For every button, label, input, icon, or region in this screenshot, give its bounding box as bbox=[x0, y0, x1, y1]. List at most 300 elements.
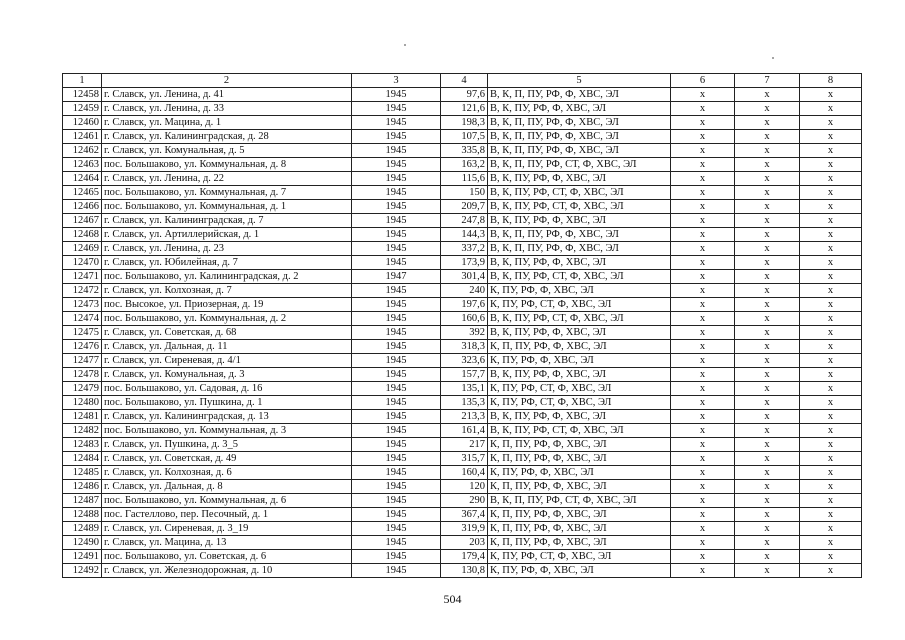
area-cell: 120 bbox=[441, 480, 488, 494]
mark-cell: х bbox=[800, 116, 862, 130]
table-row bbox=[63, 88, 862, 102]
record-number-cell: 12472 bbox=[63, 284, 102, 298]
record-number-cell: 12473 bbox=[63, 298, 102, 312]
record-number-cell: 12466 bbox=[63, 200, 102, 214]
mark-cell: х bbox=[800, 172, 862, 186]
address-cell: г. Славск, ул. Сиреневая, д. 4/1 bbox=[102, 354, 352, 368]
mark-cell: х bbox=[800, 424, 862, 438]
mark-cell: х bbox=[671, 270, 735, 284]
area-cell: 135,1 bbox=[441, 382, 488, 396]
year-cell: 1945 bbox=[352, 480, 441, 494]
materials-cell: В, К, ПУ, РФ, Ф, ХВС, ЭЛ bbox=[488, 368, 671, 382]
record-number-cell: 12475 bbox=[63, 326, 102, 340]
area-cell: 107,5 bbox=[441, 130, 488, 144]
mark-cell: х bbox=[800, 494, 862, 508]
year-cell: 1945 bbox=[352, 424, 441, 438]
mark-cell: х bbox=[735, 508, 800, 522]
materials-cell: В, К, ПУ, РФ, СТ, Ф, ХВС, ЭЛ bbox=[488, 186, 671, 200]
table-row bbox=[63, 466, 862, 480]
mark-cell: х bbox=[671, 284, 735, 298]
year-cell: 1945 bbox=[352, 158, 441, 172]
year-cell: 1945 bbox=[352, 172, 441, 186]
mark-cell: х bbox=[735, 550, 800, 564]
mark-cell: х bbox=[800, 158, 862, 172]
area-cell: 161,4 bbox=[441, 424, 488, 438]
year-cell: 1945 bbox=[352, 564, 441, 578]
mark-cell: х bbox=[671, 522, 735, 536]
year-cell: 1945 bbox=[352, 522, 441, 536]
address-cell: г. Славск, ул. Мацина, д. 1 bbox=[102, 116, 352, 130]
record-number-cell: 12469 bbox=[63, 242, 102, 256]
column-header: 7 bbox=[735, 74, 800, 88]
mark-cell: х bbox=[800, 228, 862, 242]
mark-cell: х bbox=[735, 256, 800, 270]
record-number-cell: 12462 bbox=[63, 144, 102, 158]
area-cell: 247,8 bbox=[441, 214, 488, 228]
mark-cell: х bbox=[735, 424, 800, 438]
year-cell: 1945 bbox=[352, 214, 441, 228]
area-cell: 203 bbox=[441, 536, 488, 550]
mark-cell: х bbox=[735, 284, 800, 298]
scan-speck bbox=[404, 44, 406, 46]
record-number-cell: 12460 bbox=[63, 116, 102, 130]
record-number-cell: 12476 bbox=[63, 340, 102, 354]
record-number-cell: 12485 bbox=[63, 466, 102, 480]
address-cell: пос. Большаково, ул. Коммунальная, д. 6 bbox=[102, 494, 352, 508]
mark-cell: х bbox=[800, 410, 862, 424]
table-row bbox=[63, 130, 862, 144]
mark-cell: х bbox=[671, 158, 735, 172]
mark-cell: х bbox=[800, 536, 862, 550]
address-cell: г. Славск, ул. Комунальная, д. 3 bbox=[102, 368, 352, 382]
mark-cell: х bbox=[671, 88, 735, 102]
mark-cell: х bbox=[735, 172, 800, 186]
materials-cell: К, П, ПУ, РФ, Ф, ХВС, ЭЛ bbox=[488, 340, 671, 354]
area-cell: 318,3 bbox=[441, 340, 488, 354]
mark-cell: х bbox=[735, 340, 800, 354]
mark-cell: х bbox=[800, 312, 862, 326]
mark-cell: х bbox=[671, 480, 735, 494]
column-header: 2 bbox=[102, 74, 352, 88]
mark-cell: х bbox=[671, 186, 735, 200]
year-cell: 1945 bbox=[352, 550, 441, 564]
area-cell: 163,2 bbox=[441, 158, 488, 172]
address-cell: г. Славск, ул. Советская, д. 49 bbox=[102, 452, 352, 466]
address-cell: г. Славск, ул. Артиллерийская, д. 1 bbox=[102, 228, 352, 242]
materials-cell: В, К, ПУ, РФ, Ф, ХВС, ЭЛ bbox=[488, 214, 671, 228]
materials-cell: К, П, ПУ, РФ, Ф, ХВС, ЭЛ bbox=[488, 536, 671, 550]
year-cell: 1945 bbox=[352, 116, 441, 130]
column-header: 8 bbox=[800, 74, 862, 88]
area-cell: 150 bbox=[441, 186, 488, 200]
mark-cell: х bbox=[800, 452, 862, 466]
area-cell: 240 bbox=[441, 284, 488, 298]
year-cell: 1945 bbox=[352, 396, 441, 410]
record-number-cell: 12477 bbox=[63, 354, 102, 368]
column-header: 1 bbox=[63, 74, 102, 88]
area-cell: 130,8 bbox=[441, 564, 488, 578]
year-cell: 1947 bbox=[352, 270, 441, 284]
area-cell: 197,6 bbox=[441, 298, 488, 312]
mark-cell: х bbox=[800, 550, 862, 564]
address-cell: пос. Большаково, ул. Коммунальная, д. 7 bbox=[102, 186, 352, 200]
materials-cell: В, К, ПУ, РФ, Ф, ХВС, ЭЛ bbox=[488, 172, 671, 186]
area-cell: 135,3 bbox=[441, 396, 488, 410]
address-cell: г. Славск, ул. Ленина, д. 33 bbox=[102, 102, 352, 116]
address-cell: г. Славск, ул. Мацина, д. 13 bbox=[102, 536, 352, 550]
year-cell: 1945 bbox=[352, 508, 441, 522]
mark-cell: х bbox=[735, 564, 800, 578]
area-cell: 213,3 bbox=[441, 410, 488, 424]
record-number-cell: 12459 bbox=[63, 102, 102, 116]
mark-cell: х bbox=[800, 326, 862, 340]
mark-cell: х bbox=[800, 270, 862, 284]
table-row bbox=[63, 424, 862, 438]
mark-cell: х bbox=[671, 172, 735, 186]
area-cell: 392 bbox=[441, 326, 488, 340]
record-number-cell: 12470 bbox=[63, 256, 102, 270]
mark-cell: х bbox=[800, 508, 862, 522]
address-cell: пос. Большаково, ул. Коммунальная, д. 2 bbox=[102, 312, 352, 326]
mark-cell: х bbox=[735, 382, 800, 396]
mark-cell: х bbox=[735, 494, 800, 508]
table-row bbox=[63, 508, 862, 522]
mark-cell: х bbox=[671, 564, 735, 578]
record-number-cell: 12492 bbox=[63, 564, 102, 578]
table-row bbox=[63, 354, 862, 368]
record-number-cell: 12482 bbox=[63, 424, 102, 438]
record-number-cell: 12483 bbox=[63, 438, 102, 452]
year-cell: 1945 bbox=[352, 102, 441, 116]
year-cell: 1945 bbox=[352, 382, 441, 396]
table-row bbox=[63, 340, 862, 354]
column-header: 3 bbox=[352, 74, 441, 88]
table-row bbox=[63, 382, 862, 396]
table-row bbox=[63, 536, 862, 550]
mark-cell: х bbox=[735, 130, 800, 144]
table-row bbox=[63, 522, 862, 536]
mark-cell: х bbox=[671, 228, 735, 242]
address-cell: пос. Высокое, ул. Приозерная, д. 19 bbox=[102, 298, 352, 312]
mark-cell: х bbox=[671, 340, 735, 354]
mark-cell: х bbox=[671, 144, 735, 158]
materials-cell: В, К, ПУ, РФ, Ф, ХВС, ЭЛ bbox=[488, 256, 671, 270]
mark-cell: х bbox=[800, 396, 862, 410]
mark-cell: х bbox=[735, 158, 800, 172]
table-row bbox=[63, 270, 862, 284]
table-row bbox=[63, 410, 862, 424]
mark-cell: х bbox=[800, 466, 862, 480]
address-cell: пос. Большаково, ул. Советская, д. 6 bbox=[102, 550, 352, 564]
mark-cell: х bbox=[671, 424, 735, 438]
mark-cell: х bbox=[735, 522, 800, 536]
materials-cell: В, К, ПУ, РФ, Ф, ХВС, ЭЛ bbox=[488, 326, 671, 340]
column-header: 5 bbox=[488, 74, 671, 88]
mark-cell: х bbox=[800, 130, 862, 144]
materials-cell: В, К, П, ПУ, РФ, Ф, ХВС, ЭЛ bbox=[488, 116, 671, 130]
mark-cell: х bbox=[735, 480, 800, 494]
mark-cell: х bbox=[735, 214, 800, 228]
record-number-cell: 12487 bbox=[63, 494, 102, 508]
mark-cell: х bbox=[800, 102, 862, 116]
year-cell: 1945 bbox=[352, 88, 441, 102]
table-row bbox=[63, 200, 862, 214]
mark-cell: х bbox=[800, 88, 862, 102]
mark-cell: х bbox=[671, 326, 735, 340]
mark-cell: х bbox=[671, 312, 735, 326]
mark-cell: х bbox=[671, 508, 735, 522]
materials-cell: К, П, ПУ, РФ, Ф, ХВС, ЭЛ bbox=[488, 438, 671, 452]
year-cell: 1945 bbox=[352, 284, 441, 298]
area-cell: 319,9 bbox=[441, 522, 488, 536]
record-number-cell: 12491 bbox=[63, 550, 102, 564]
record-number-cell: 12467 bbox=[63, 214, 102, 228]
table-row bbox=[63, 564, 862, 578]
record-number-cell: 12474 bbox=[63, 312, 102, 326]
year-cell: 1945 bbox=[352, 186, 441, 200]
year-cell: 1945 bbox=[352, 200, 441, 214]
address-cell: г. Славск, ул. Колхозная, д. 7 bbox=[102, 284, 352, 298]
mark-cell: х bbox=[735, 312, 800, 326]
mark-cell: х bbox=[735, 410, 800, 424]
mark-cell: х bbox=[735, 326, 800, 340]
column-header: 4 bbox=[441, 74, 488, 88]
mark-cell: х bbox=[800, 564, 862, 578]
table-row bbox=[63, 494, 862, 508]
address-cell: пос. Большаково, ул. Пушкина, д. 1 bbox=[102, 396, 352, 410]
address-cell: г. Славск, ул. Калининградская, д. 7 bbox=[102, 214, 352, 228]
table-row bbox=[63, 396, 862, 410]
materials-cell: В, К, П, ПУ, РФ, СТ, Ф, ХВС, ЭЛ bbox=[488, 494, 671, 508]
year-cell: 1945 bbox=[352, 466, 441, 480]
area-cell: 337,2 bbox=[441, 242, 488, 256]
column-header: 6 bbox=[671, 74, 735, 88]
materials-cell: В, К, ПУ, РФ, Ф, ХВС, ЭЛ bbox=[488, 410, 671, 424]
area-cell: 198,3 bbox=[441, 116, 488, 130]
mark-cell: х bbox=[735, 354, 800, 368]
mark-cell: х bbox=[735, 186, 800, 200]
mark-cell: х bbox=[735, 144, 800, 158]
address-cell: пос. Большаково, ул. Коммунальная, д. 8 bbox=[102, 158, 352, 172]
mark-cell: х bbox=[735, 88, 800, 102]
address-cell: г. Славск, ул. Ленина, д. 23 bbox=[102, 242, 352, 256]
mark-cell: х bbox=[671, 396, 735, 410]
year-cell: 1945 bbox=[352, 340, 441, 354]
mark-cell: х bbox=[671, 102, 735, 116]
mark-cell: х bbox=[800, 438, 862, 452]
table-header-row bbox=[63, 74, 862, 88]
year-cell: 1945 bbox=[352, 130, 441, 144]
materials-cell: В, К, ПУ, РФ, Ф, ХВС, ЭЛ bbox=[488, 102, 671, 116]
table-row bbox=[63, 228, 862, 242]
area-cell: 115,6 bbox=[441, 172, 488, 186]
address-cell: г. Славск, ул. Ленина, д. 22 bbox=[102, 172, 352, 186]
mark-cell: х bbox=[735, 200, 800, 214]
year-cell: 1945 bbox=[352, 368, 441, 382]
mark-cell: х bbox=[800, 242, 862, 256]
record-number-cell: 12490 bbox=[63, 536, 102, 550]
year-cell: 1945 bbox=[352, 410, 441, 424]
year-cell: 1945 bbox=[352, 438, 441, 452]
year-cell: 1945 bbox=[352, 298, 441, 312]
mark-cell: х bbox=[800, 186, 862, 200]
address-cell: г. Славск, ул. Пушкина, д. 3_5 bbox=[102, 438, 352, 452]
area-cell: 97,6 bbox=[441, 88, 488, 102]
materials-cell: К, ПУ, РФ, Ф, ХВС, ЭЛ bbox=[488, 466, 671, 480]
materials-cell: В, К, П, ПУ, РФ, Ф, ХВС, ЭЛ bbox=[488, 242, 671, 256]
area-cell: 290 bbox=[441, 494, 488, 508]
record-number-cell: 12458 bbox=[63, 88, 102, 102]
address-cell: г. Славск, ул. Юбилейная, д. 7 bbox=[102, 256, 352, 270]
table-row bbox=[63, 186, 862, 200]
materials-cell: К, ПУ, РФ, СТ, Ф, ХВС, ЭЛ bbox=[488, 396, 671, 410]
area-cell: 173,9 bbox=[441, 256, 488, 270]
year-cell: 1945 bbox=[352, 536, 441, 550]
materials-cell: В, К, П, ПУ, РФ, Ф, ХВС, ЭЛ bbox=[488, 88, 671, 102]
materials-cell: К, ПУ, РФ, Ф, ХВС, ЭЛ bbox=[488, 284, 671, 298]
mark-cell: х bbox=[735, 242, 800, 256]
mark-cell: х bbox=[735, 536, 800, 550]
mark-cell: х bbox=[671, 536, 735, 550]
materials-cell: К, ПУ, РФ, Ф, ХВС, ЭЛ bbox=[488, 354, 671, 368]
area-cell: 179,4 bbox=[441, 550, 488, 564]
address-cell: г. Славск, ул. Колхозная, д. 6 bbox=[102, 466, 352, 480]
record-number-cell: 12465 bbox=[63, 186, 102, 200]
record-number-cell: 12478 bbox=[63, 368, 102, 382]
mark-cell: х bbox=[671, 494, 735, 508]
table-row bbox=[63, 242, 862, 256]
materials-cell: В, К, ПУ, РФ, СТ, Ф, ХВС, ЭЛ bbox=[488, 200, 671, 214]
mark-cell: х bbox=[735, 102, 800, 116]
materials-cell: К, ПУ, РФ, СТ, Ф, ХВС, ЭЛ bbox=[488, 382, 671, 396]
mark-cell: х bbox=[671, 368, 735, 382]
address-cell: пос. Большаково, ул. Коммунальная, д. 3 bbox=[102, 424, 352, 438]
materials-cell: К, П, ПУ, РФ, Ф, ХВС, ЭЛ bbox=[488, 480, 671, 494]
year-cell: 1945 bbox=[352, 144, 441, 158]
mark-cell: х bbox=[671, 410, 735, 424]
mark-cell: х bbox=[671, 256, 735, 270]
address-cell: г. Славск, ул. Ленина, д. 41 bbox=[102, 88, 352, 102]
record-number-cell: 12461 bbox=[63, 130, 102, 144]
area-cell: 323,6 bbox=[441, 354, 488, 368]
mark-cell: х bbox=[800, 382, 862, 396]
mark-cell: х bbox=[800, 284, 862, 298]
mark-cell: х bbox=[735, 438, 800, 452]
area-cell: 160,4 bbox=[441, 466, 488, 480]
record-number-cell: 12484 bbox=[63, 452, 102, 466]
materials-cell: В, К, П, ПУ, РФ, СТ, Ф, ХВС, ЭЛ bbox=[488, 158, 671, 172]
address-cell: г. Славск, ул. Калининградская, д. 28 bbox=[102, 130, 352, 144]
table-row bbox=[63, 172, 862, 186]
materials-cell: В, К, П, ПУ, РФ, Ф, ХВС, ЭЛ bbox=[488, 144, 671, 158]
mark-cell: х bbox=[800, 144, 862, 158]
mark-cell: х bbox=[800, 522, 862, 536]
address-cell: г. Славск, ул. Советская, д. 68 bbox=[102, 326, 352, 340]
table-row bbox=[63, 116, 862, 130]
mark-cell: х bbox=[735, 228, 800, 242]
record-number-cell: 12489 bbox=[63, 522, 102, 536]
table-body bbox=[63, 88, 862, 578]
mark-cell: х bbox=[735, 116, 800, 130]
record-number-cell: 12481 bbox=[63, 410, 102, 424]
year-cell: 1945 bbox=[352, 326, 441, 340]
address-cell: г. Славск, ул. Дальная, д. 8 bbox=[102, 480, 352, 494]
address-cell: пос. Большаково, ул. Садовая, д. 16 bbox=[102, 382, 352, 396]
address-cell: пос. Большаково, ул. Коммунальная, д. 1 bbox=[102, 200, 352, 214]
materials-cell: В, К, ПУ, РФ, СТ, Ф, ХВС, ЭЛ bbox=[488, 424, 671, 438]
year-cell: 1945 bbox=[352, 256, 441, 270]
mark-cell: х bbox=[671, 298, 735, 312]
record-number-cell: 12486 bbox=[63, 480, 102, 494]
materials-cell: В, К, ПУ, РФ, СТ, Ф, ХВС, ЭЛ bbox=[488, 270, 671, 284]
address-cell: пос. Гастеллово, пер. Песочный, д. 1 bbox=[102, 508, 352, 522]
mark-cell: х bbox=[735, 270, 800, 284]
table-row bbox=[63, 284, 862, 298]
area-cell: 217 bbox=[441, 438, 488, 452]
year-cell: 1945 bbox=[352, 354, 441, 368]
year-cell: 1945 bbox=[352, 452, 441, 466]
area-cell: 121,6 bbox=[441, 102, 488, 116]
table-row bbox=[63, 438, 862, 452]
area-cell: 367,4 bbox=[441, 508, 488, 522]
year-cell: 1945 bbox=[352, 242, 441, 256]
mark-cell: х bbox=[671, 200, 735, 214]
mark-cell: х bbox=[671, 452, 735, 466]
year-cell: 1945 bbox=[352, 228, 441, 242]
mark-cell: х bbox=[735, 396, 800, 410]
table-row bbox=[63, 214, 862, 228]
year-cell: 1945 bbox=[352, 312, 441, 326]
area-cell: 209,7 bbox=[441, 200, 488, 214]
mark-cell: х bbox=[800, 256, 862, 270]
record-number-cell: 12464 bbox=[63, 172, 102, 186]
materials-cell: К, П, ПУ, РФ, Ф, ХВС, ЭЛ bbox=[488, 508, 671, 522]
table-row bbox=[63, 102, 862, 116]
address-cell: г. Славск, ул. Дальная, д. 11 bbox=[102, 340, 352, 354]
mark-cell: х bbox=[671, 214, 735, 228]
area-cell: 335,8 bbox=[441, 144, 488, 158]
mark-cell: х bbox=[800, 298, 862, 312]
mark-cell: х bbox=[800, 214, 862, 228]
materials-cell: К, П, ПУ, РФ, Ф, ХВС, ЭЛ bbox=[488, 522, 671, 536]
mark-cell: х bbox=[671, 382, 735, 396]
table-row bbox=[63, 368, 862, 382]
materials-cell: К, ПУ, РФ, СТ, Ф, ХВС, ЭЛ bbox=[488, 298, 671, 312]
page-number: 504 bbox=[443, 592, 462, 606]
mark-cell: х bbox=[671, 550, 735, 564]
mark-cell: х bbox=[735, 466, 800, 480]
record-number-cell: 12463 bbox=[63, 158, 102, 172]
address-cell: г. Славск, ул. Сиреневая, д. 3_19 bbox=[102, 522, 352, 536]
mark-cell: х bbox=[800, 480, 862, 494]
housing-register-table bbox=[62, 73, 862, 578]
mark-cell: х bbox=[735, 298, 800, 312]
materials-cell: К, П, ПУ, РФ, Ф, ХВС, ЭЛ bbox=[488, 452, 671, 466]
mark-cell: х bbox=[735, 368, 800, 382]
materials-cell: В, К, ПУ, РФ, СТ, Ф, ХВС, ЭЛ bbox=[488, 312, 671, 326]
table-row bbox=[63, 256, 862, 270]
area-cell: 315,7 bbox=[441, 452, 488, 466]
address-cell: г. Славск, ул. Комунальная, д. 5 bbox=[102, 144, 352, 158]
address-cell: г. Славск, ул. Железнодорожная, д. 10 bbox=[102, 564, 352, 578]
record-number-cell: 12468 bbox=[63, 228, 102, 242]
table-row bbox=[63, 144, 862, 158]
record-number-cell: 12488 bbox=[63, 508, 102, 522]
mark-cell: х bbox=[800, 340, 862, 354]
mark-cell: х bbox=[671, 130, 735, 144]
table-row bbox=[63, 298, 862, 312]
record-number-cell: 12479 bbox=[63, 382, 102, 396]
